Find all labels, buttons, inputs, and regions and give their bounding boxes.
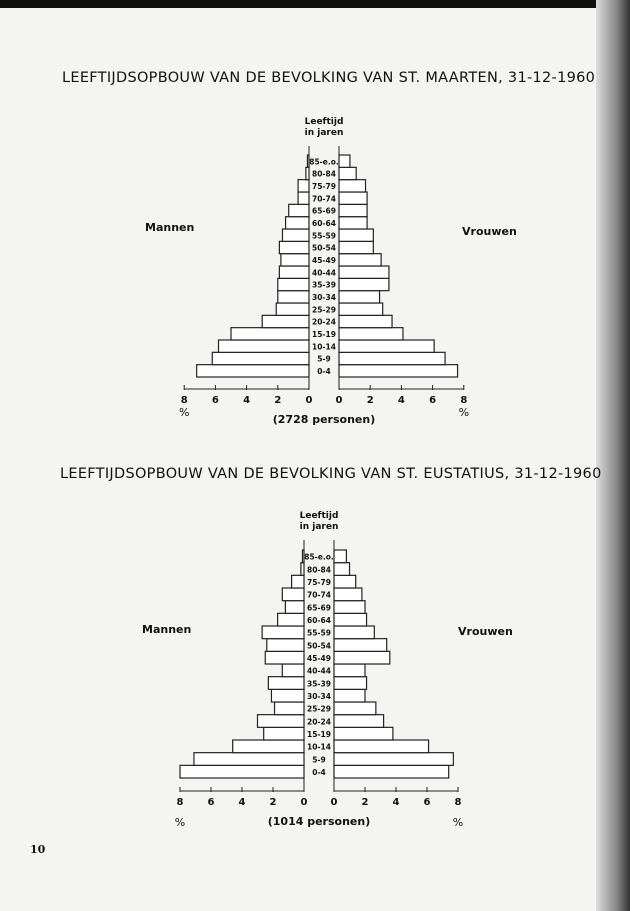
chart-2-age-label: 0-4 — [312, 768, 326, 777]
chart-2-bar-women-20-24 — [334, 715, 384, 728]
chart-1-age-label: 60-64 — [312, 219, 336, 228]
chart-1-age-label: 40-44 — [312, 268, 336, 278]
chart-2-tick-label-left: 6 — [207, 797, 215, 808]
chart-1-tick-label-left: 2 — [274, 395, 282, 406]
chart-1-bar-women-20-24 — [339, 315, 392, 327]
chart-2-bar-men-60-64 — [278, 613, 304, 626]
chart-2-age-label: 70-74 — [307, 590, 331, 600]
chart-2-right-label: Vrouwen — [458, 625, 513, 638]
chart-2-age-label: 10-14 — [307, 742, 331, 752]
chart-2-bar-women-40-44 — [334, 664, 365, 677]
chart-2-bar-men-50-54 — [267, 639, 304, 652]
chart-1-age-label: 25-29 — [312, 305, 336, 315]
chart-1-xlabel: (2728 personen) — [272, 413, 376, 426]
chart-2-bar-men-25-29 — [275, 702, 304, 715]
chart-1-bar-men-35-39 — [278, 278, 309, 290]
chart-1-bar-women-75-79 — [339, 180, 366, 192]
chart-2-age-label: 50-54 — [307, 641, 331, 651]
chart-1-bar-men-50-54 — [279, 241, 309, 253]
chart-1-bar-men-20-24 — [262, 315, 309, 327]
chart-1-bar-women-35-39 — [339, 278, 389, 290]
chart-1-age-label: 50-54 — [312, 243, 336, 253]
chart-2-bar-men-75-79 — [292, 575, 304, 588]
chart-2-bar-women-45-49 — [334, 651, 390, 664]
chart-2-unit-right: % — [452, 816, 464, 829]
chart-2-tick-label-right: 6 — [423, 797, 431, 808]
chart-1-center-label-2: in jaren — [304, 128, 344, 138]
chart-2-bar-men-0-4 — [180, 765, 304, 778]
chart-2-bar-women-15-19 — [334, 727, 393, 740]
chart-2-bar-women-80-84 — [334, 563, 350, 576]
chart-2-bar-men-45-49 — [265, 651, 304, 664]
chart-2-age-label: 85-e.o. — [304, 552, 334, 562]
chart-2-left-label: Mannen — [142, 623, 192, 636]
chart-1-age-label: 55-59 — [312, 231, 336, 241]
chart-2-tick-label-left: 4 — [238, 797, 246, 808]
chart-1-bar-men-45-49 — [281, 254, 309, 266]
chart-1-age-label: 15-19 — [312, 330, 336, 339]
chart-1-bar-men-10-14 — [219, 340, 309, 352]
chart-1-bar-women-70-74 — [339, 192, 367, 204]
chart-2-bar-men-15-19 — [264, 727, 304, 740]
chart-1-center-label-1: Leeftijd — [304, 117, 344, 127]
chart-1-tick-label-left: 8 — [180, 395, 188, 406]
chart-2-bar-men-20-24 — [258, 715, 305, 728]
chart-1-tick-label-left: 0 — [305, 395, 313, 406]
chart-2-bar-men-65-69 — [285, 601, 304, 614]
chart-2-bar-women-0-4 — [334, 765, 449, 778]
chart-2-title: LEEFTIJDSOPBOUW VAN DE BEVOLKING VAN ST. EUSTATIUS, 31-12-1960 — [60, 466, 602, 482]
chart-2-bar-men-35-39 — [268, 677, 304, 690]
chart-1-bar-women-15-19 — [339, 328, 403, 340]
chart-2-bar-women-5-9 — [334, 753, 453, 766]
chart-2-bar-men-5-9 — [194, 753, 304, 766]
chart-2-tick-label-left: 8 — [176, 797, 184, 808]
chart-1-bar-men-55-59 — [282, 229, 309, 241]
chart-2-xlabel: (1014 personen) — [267, 815, 371, 828]
chart-1-age-label: 45-49 — [312, 256, 336, 265]
chart-2-tick-label-left: 2 — [269, 797, 277, 808]
chart-1-unit-right: % — [458, 406, 470, 419]
chart-1-age-label: 20-24 — [312, 317, 336, 327]
chart-2-bar-women-70-74 — [334, 588, 362, 601]
chart-1-age-label: 85-e.o. — [309, 157, 339, 167]
chart-2-tick-label-right: 4 — [392, 797, 400, 808]
chart-1-bar-men-30-34 — [278, 291, 309, 303]
chart-1-bar-men-5-9 — [212, 352, 309, 364]
chart-2-bar-women-35-39 — [334, 677, 367, 690]
chart-1-bar-men-0-4 — [197, 365, 309, 377]
chart-2-age-label: 40-44 — [307, 666, 331, 676]
chart-2-age-label: 25-29 — [307, 704, 331, 714]
chart-2-bar-women-55-59 — [334, 626, 374, 639]
chart-1-bar-men-65-69 — [289, 204, 309, 216]
chart-2-bar-women-30-34 — [334, 689, 365, 702]
chart-2-bar-women-25-29 — [334, 702, 376, 715]
chart-2-age-label: 75-79 — [307, 578, 331, 587]
chart-1-bar-women-10-14 — [339, 340, 434, 352]
chart-1-age-label: 75-79 — [312, 182, 336, 191]
chart-2-tick-label-left: 0 — [300, 797, 308, 808]
chart-1-bar-women-25-29 — [339, 303, 383, 315]
chart-2-age-label: 35-39 — [307, 679, 331, 689]
chart-2-age-label: 20-24 — [307, 717, 331, 727]
chart-1-tick-label-right: 4 — [397, 395, 405, 406]
chart-2-bar-women-10-14 — [334, 740, 429, 753]
chart-1-bar-men-40-44 — [279, 266, 309, 278]
chart-1-bar-women-80-84 — [339, 167, 356, 179]
chart-1-unit-left: % — [178, 406, 190, 419]
chart-2-bar-women-50-54 — [334, 639, 387, 652]
chart-2-age-label: 15-19 — [307, 730, 331, 739]
chart-1-age-label: 65-69 — [312, 206, 336, 216]
chart-1-bar-women-40-44 — [339, 266, 389, 278]
chart-1-title: LEEFTIJDSOPBOUW VAN DE BEVOLKING VAN ST. MAARTEN, 31-12-1960 — [62, 70, 596, 86]
chart-1-bar-women-55-59 — [339, 229, 373, 241]
chart-1-bar-women-60-64 — [339, 217, 367, 229]
chart-1-tick-label-right: 2 — [366, 395, 374, 406]
chart-2-tick-label-right: 2 — [361, 797, 369, 808]
chart-2-age-label: 65-69 — [307, 603, 331, 613]
chart-1-bar-women-45-49 — [339, 254, 381, 266]
chart-2-age-label: 60-64 — [307, 616, 331, 625]
chart-1-bar-men-75-79 — [298, 180, 309, 192]
chart-1-age-label: 10-14 — [312, 342, 336, 352]
chart-1-age-label: 0-4 — [317, 367, 331, 376]
chart-1-age-label: 70-74 — [312, 194, 336, 204]
chart-1-bar-men-80-84 — [306, 167, 309, 179]
chart-2-age-label: 30-34 — [307, 692, 331, 701]
chart-2-bar-men-80-84 — [301, 563, 304, 576]
chart-2-age-label: 5-9 — [312, 755, 326, 765]
chart-1-age-label: 5-9 — [317, 354, 331, 364]
chart-1-tick-label-right: 0 — [335, 395, 343, 406]
chart-2-bar-men-10-14 — [233, 740, 304, 753]
chart-2-age-label: 45-49 — [307, 654, 331, 663]
chart-2-bar-women-60-64 — [334, 613, 367, 626]
chart-1-tick-label-left: 6 — [211, 395, 219, 406]
chart-1-bar-women-5-9 — [339, 352, 445, 364]
chart-1-bar-men-60-64 — [286, 217, 309, 229]
chart-2-bar-women-75-79 — [334, 575, 356, 588]
chart-2-center-label-2: in jaren — [299, 522, 339, 532]
chart-2-center-label-1: Leeftijd — [299, 511, 339, 521]
chart-2-bar-women-85-e.o. — [334, 550, 346, 563]
chart-1-bar-women-0-4 — [339, 365, 458, 377]
chart-2-bar-women-65-69 — [334, 601, 365, 614]
chart-2-bar-men-40-44 — [282, 664, 304, 677]
chart-2-bar-men-70-74 — [282, 588, 304, 601]
chart-2-tick-label-right: 0 — [330, 797, 338, 808]
chart-1-tick-label-left: 4 — [243, 395, 251, 406]
chart-1-right-label: Vrouwen — [462, 225, 517, 238]
chart-1-bar-men-25-29 — [276, 303, 309, 315]
chart-2-age-label: 80-84 — [307, 565, 331, 575]
chart-1-bar-men-70-74 — [298, 192, 309, 204]
chart-1-bar-women-30-34 — [339, 291, 380, 303]
chart-2-unit-left: % — [174, 816, 186, 829]
chart-1-bar-women-65-69 — [339, 204, 367, 216]
chart-1-bar-women-85-e.o. — [339, 155, 350, 167]
page-number: 10 — [30, 843, 46, 856]
chart-2-bar-men-30-34 — [271, 689, 304, 702]
chart-1-left-label: Mannen — [145, 221, 195, 234]
chart-2-age-label: 55-59 — [307, 628, 331, 638]
chart-1-bar-women-50-54 — [339, 241, 373, 253]
chart-2-bar-men-55-59 — [262, 626, 304, 639]
chart-1-age-label: 80-84 — [312, 169, 336, 179]
chart-1-age-label: 30-34 — [312, 293, 336, 302]
chart-1-bar-men-15-19 — [231, 328, 309, 340]
chart-1-tick-label-right: 6 — [429, 395, 437, 406]
chart-1-age-label: 35-39 — [312, 280, 336, 290]
chart-2-tick-label-right: 8 — [454, 797, 462, 808]
chart-1-tick-label-right: 8 — [460, 395, 468, 406]
